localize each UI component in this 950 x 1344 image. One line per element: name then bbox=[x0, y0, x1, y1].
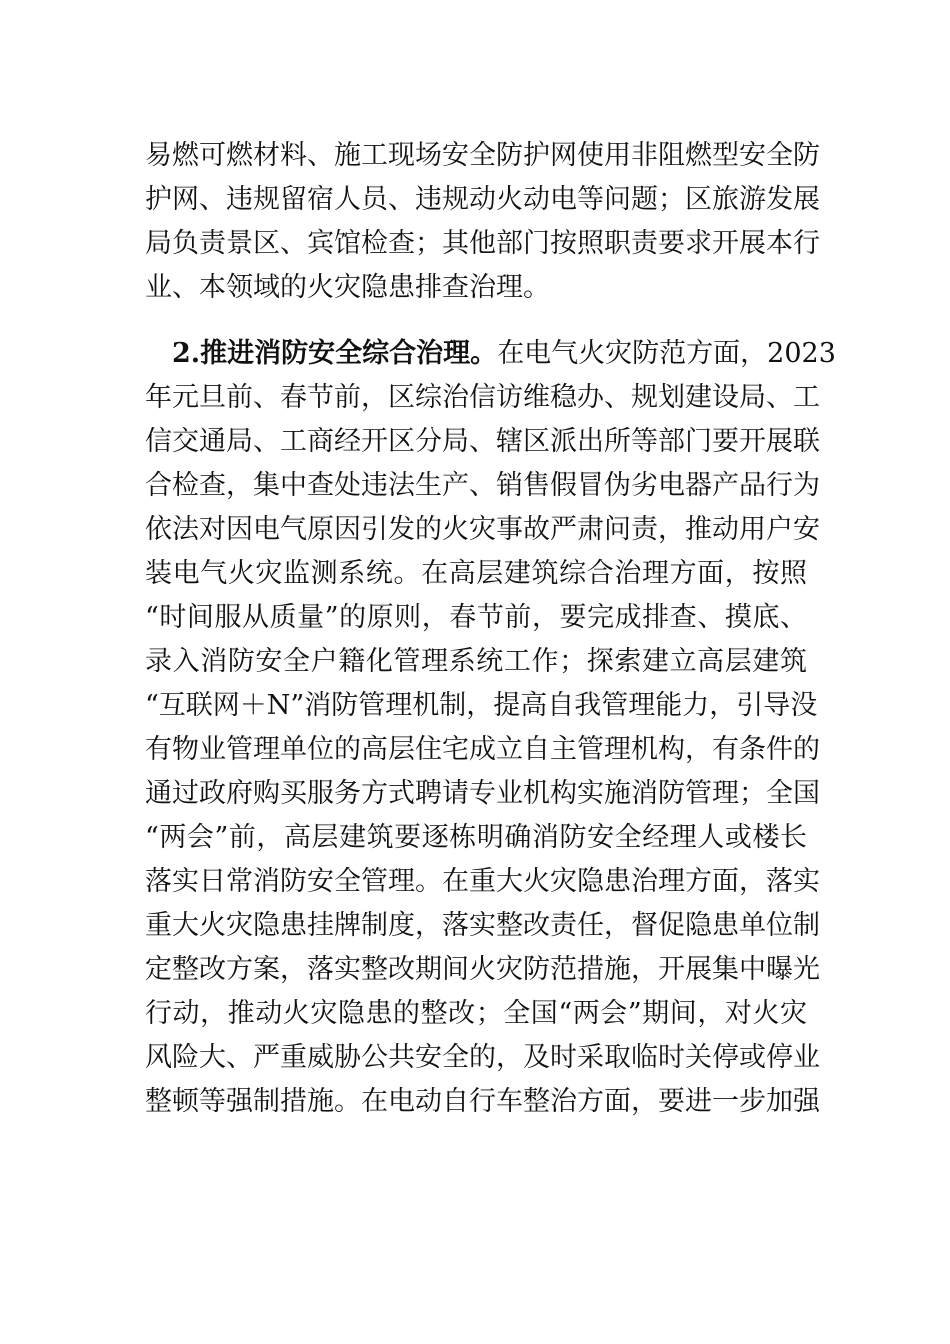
paragraph-2-line: 通过政府购买服务方式聘请专业机构实施消防管理；全国 bbox=[145, 778, 820, 809]
paragraph-2-line: 有物业管理单位的高层住宅成立自主管理机构，有条件的 bbox=[145, 734, 820, 765]
paragraph-2-line: “互联网＋N”消防管理机制，提高自我管理能力，引导没 bbox=[145, 690, 818, 721]
paragraph-1-line-4: 业、本领域的火灾隐患排查治理。 bbox=[145, 272, 550, 303]
paragraph-2-line: 风险大、严重威胁公共安全的，及时采取临时关停或停业 bbox=[145, 1042, 820, 1073]
paragraph-2-line: 合检查，集中查处违法生产、销售假冒伪劣电器产品行为 bbox=[145, 470, 820, 501]
paragraph-2-line: 装电气火灾监测系统。在高层建筑综合治理方面，按照 bbox=[145, 558, 807, 589]
paragraph-2-line: 重大火灾隐患挂牌制度，落实整改责任，督促隐患单位制 bbox=[145, 910, 820, 941]
paragraph-2-line: 整顿等强制措施。在电动自行车整治方面，要进一步加强 bbox=[145, 1086, 820, 1117]
paragraph-2-line: 行动，推动火灾隐患的整改；全国“两会”期间，对火灾 bbox=[145, 998, 807, 1029]
paragraph-2-line: 定整改方案，落实整改期间火灾防范措施，开展集中曝光 bbox=[145, 954, 820, 985]
paragraph-2-line: “两会”前，高层建筑要逐栋明确消防安全经理人或楼长 bbox=[145, 822, 807, 853]
paragraph-2-line: 录入消防安全户籍化管理系统工作；探索建立高层建筑 bbox=[145, 646, 807, 677]
paragraph-2-line: 年元旦前、春节前，区综治信访维稳办、规划建设局、工 bbox=[145, 382, 820, 413]
paragraph-1-line-1: 易燃可燃材料、施工现场安全防护网使用非阻燃型安全防 bbox=[145, 140, 820, 171]
paragraph-2-line: 落实日常消防安全管理。在重大火灾隐患治理方面，落实 bbox=[145, 866, 820, 897]
paragraph-1-line-3: 局负责景区、宾馆检查；其他部门按照职责要求开展本行 bbox=[145, 228, 820, 259]
paragraph-2-first-line bbox=[172, 334, 836, 374]
paragraph-1-line-2: 护网、违规留宿人员、违规动火动电等问题；区旅游发展 bbox=[145, 184, 820, 215]
paragraph-2-line: 信交通局、工商经开区分局、辖区派出所等部门要开展联 bbox=[145, 426, 820, 457]
paragraph-2-line: “时间服从质量”的原则，春节前，要完成排查、摸底、 bbox=[145, 602, 807, 633]
paragraph-2-first-line-text: 在电气火灾防范方面，2023 bbox=[497, 338, 836, 369]
paragraph-2-line: 依法对因电气原因引发的火灾事故严肃问责，推动用户安 bbox=[145, 514, 820, 545]
section-heading: 2.推进消防安全综合治理。 bbox=[172, 338, 498, 369]
